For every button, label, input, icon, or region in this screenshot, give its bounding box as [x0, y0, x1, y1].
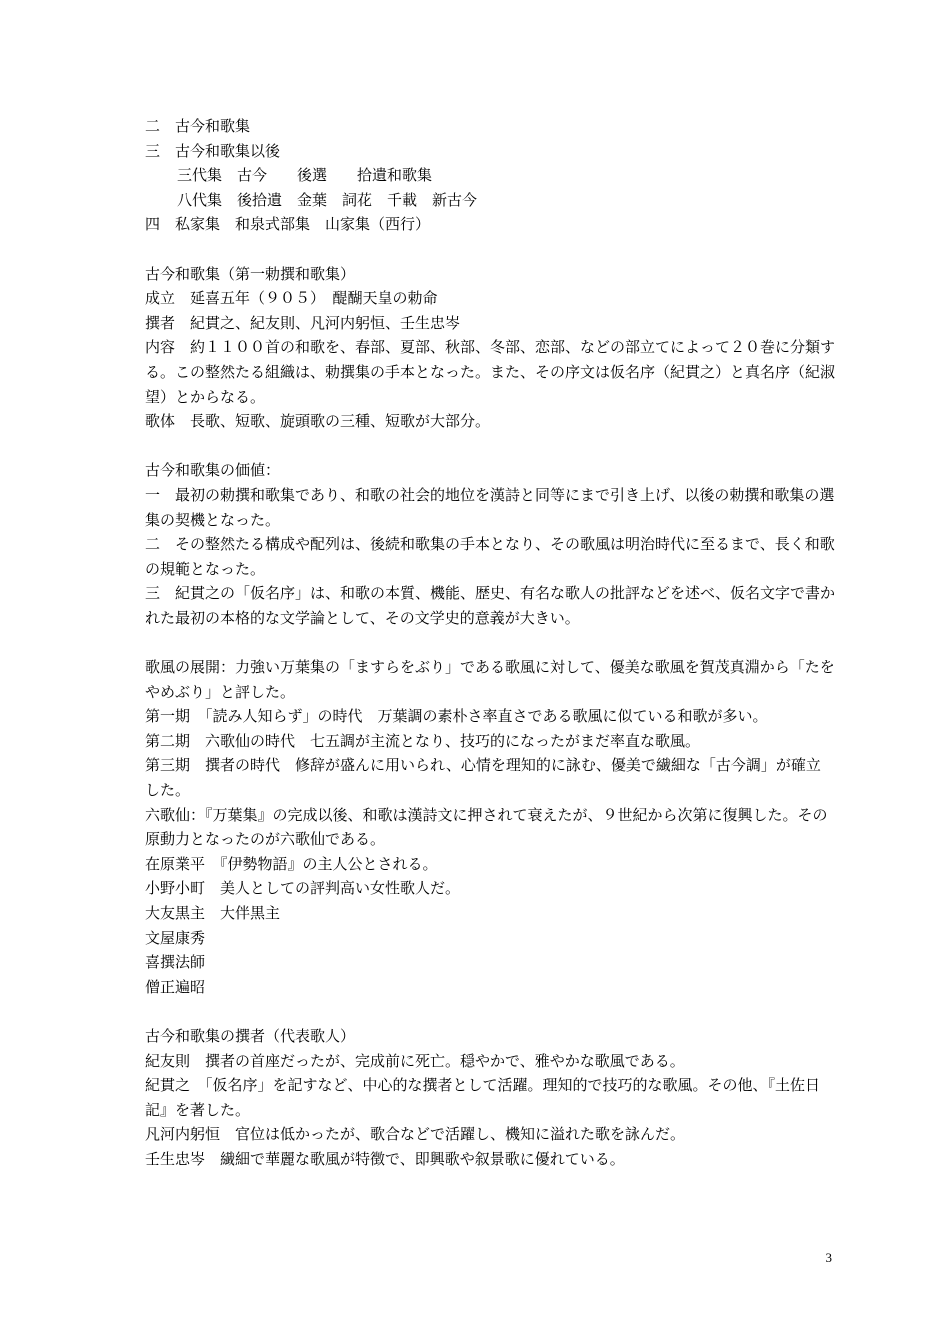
- paragraph: 二 その整然たる構成や配列は、後続和歌集の手本となり、その歌風は明治時代に至るまで、長く和歌の規範となった。: [145, 535, 835, 578]
- document-body: [145, 114, 835, 1172]
- paragraph: 小野小町 美人としての評判高い女性歌人だ。: [145, 879, 461, 898]
- paragraph: 六歌仙：『万葉集』の完成以後、和歌は漢詩文に押されて衰えたが、９世紀から次第に復興した。その原動力となったのが六歌仙である。: [145, 805, 828, 849]
- spacer: [145, 999, 835, 1024]
- paragraph: 文屋康秀: [145, 928, 206, 947]
- paragraph: 僧正遍昭: [145, 977, 206, 996]
- paragraph: 凡河内躬恒 官位は低かったが、歌合などで活躍し、機知に溢れた歌を詠んだ。: [145, 1125, 686, 1144]
- outline-item: 二 古今和歌集: [145, 117, 251, 135]
- outline-subitem: 三代集 古今 後選 拾遺和歌集: [177, 166, 433, 185]
- outline-item: 三 古今和歌集以後: [145, 141, 281, 160]
- paragraph: 第二期 六歌仙の時代 七五調が主流となり、技巧的になったがまだ率直な歌風。: [145, 731, 701, 750]
- page-number: 3: [825, 1250, 832, 1265]
- paragraph: 大友黒主 大伴黒主: [145, 904, 281, 922]
- spacer: [145, 434, 835, 459]
- paragraph: 第三期 撰者の時代 修辞が盛んに用いられ、心情を理知的に詠む、優美で繊細な「古今調」が確立した。: [145, 756, 821, 800]
- outline-subitem: 八代集 後拾遺 金葉 詞花 千載 新古今: [177, 190, 478, 209]
- paragraph: 三 紀貫之の「仮名序」は、和歌の本質、機能、歴史、有名な歌人の批評などを述べ、仮名文字で書かれた最初の本格的な文学論として、その文学史的意義が大きい。: [145, 584, 836, 627]
- section-heading-editors: 古今和歌集の撰者（代表歌人）: [145, 1026, 356, 1045]
- paragraph: 成立 延喜五年（９０５） 醍醐天皇の勅命: [145, 289, 438, 308]
- outline-item: 四 私家集 和泉式部集 山家集（西行）: [145, 215, 431, 234]
- paragraph: 壬生忠岑 繊細で華麗な歌風が特徴で、即興歌や叙景歌に優れている。: [145, 1149, 625, 1168]
- paragraph: 撰者 紀貫之、紀友則、凡河内躬恒、壬生忠岑: [145, 313, 461, 332]
- paragraph: 紀友則 撰者の首座だったが、完成前に死亡。穏やかで、雅やかな歌風である。: [145, 1051, 685, 1070]
- paragraph: 一 最初の勅撰和歌集であり、和歌の社会的地位を漢詩と同等にまで引き上げ、以後の勅撰和歌集の選集の契機となった。: [145, 485, 835, 529]
- paragraph: 第一期 「読み人知らず」の時代 万葉調の素朴さ率直さである歌風に似ている和歌が多い。: [145, 707, 768, 726]
- spacer: [145, 630, 835, 655]
- paragraph: 喜撰法師: [145, 953, 206, 972]
- paragraph: 歌風の展開：力強い万葉集の「ますらをぶり」である歌風に対して、優美な歌風を賀茂真淵から「たをやめぶり」と評した。: [145, 658, 835, 701]
- spacer: [145, 237, 835, 262]
- section-heading-value: 古今和歌集の価値：: [145, 461, 281, 480]
- paragraph: 紀貫之 「仮名序」を記すなど、中心的な撰者として活躍。理知的で技巧的な歌風。その他、『土佐日記』を著した。: [145, 1076, 821, 1119]
- paragraph: 歌体 長歌、短歌、旋頭歌の三種、短歌が大部分。: [145, 412, 491, 431]
- paragraph: 在原業平 『伊勢物語』の主人公とされる。: [145, 854, 438, 873]
- section-heading-kokin: 古今和歌集（第一勅撰和歌集）: [145, 264, 356, 283]
- paragraph: 内容 約１１００首の和歌を、春部、夏部、秋部、冬部、恋部、などの部立てによって２０巻に分類する。この整然たる組織は、勅撰集の手本となった。また、その序文は仮名序（紀貫之）と真名序（紀淑望）とからなる。: [145, 338, 836, 406]
